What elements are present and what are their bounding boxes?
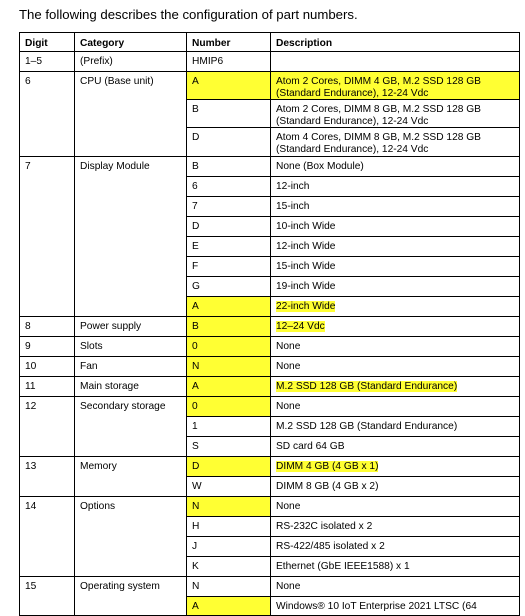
table-row [20,156,520,176]
number-cell: W [187,476,271,496]
description-cell: None [271,576,520,596]
number-cell: G [187,276,271,296]
description-cell: None [271,396,520,416]
description-cell: 12-inch Wide [271,236,520,256]
number-cell: B [187,156,271,176]
highlighted-text: 12–24 Vdc [276,320,325,332]
description-cell [271,376,520,396]
description-cell: DIMM 8 GB (4 GB x 2) [271,476,520,496]
description-cell: 12-inch [271,176,520,196]
digit-cell: 6 [20,72,75,157]
description-cell: 10-inch Wide [271,216,520,236]
description-cell [271,596,520,615]
number-cell: J [187,536,271,556]
intro-text: The following describes the configuration of part numbers. [19,7,358,22]
number-cell: H [187,516,271,536]
description-cell: Atom 4 Cores, DIMM 8 GB, M.2 SSD 128 GB (Standard Endurance), 12-24 Vdc [271,128,520,156]
description-cell [271,296,520,316]
table-row [20,52,520,72]
number-cell: 1 [187,416,271,436]
number-cell: 6 [187,176,271,196]
table-row [20,576,520,596]
number-cell: B [187,100,271,128]
header-row [20,33,520,52]
table-row [20,376,520,396]
description-cell: RS-422/485 isolated x 2 [271,536,520,556]
description-cell: None [271,496,520,516]
description-cell: None [271,356,520,376]
digit-cell: 10 [20,356,75,376]
category-cell: Options [75,496,187,576]
part-number-table [19,32,520,616]
description-cell: Atom 2 Cores, DIMM 8 GB, M.2 SSD 128 GB (Standard Endurance), 12-24 Vdc [271,100,520,128]
number-cell: A [187,72,271,100]
number-cell: A [187,296,271,316]
digit-cell: 9 [20,336,75,356]
number-text: A [192,600,199,612]
description-cell: SD card 64 GB [271,436,520,456]
number-cell: 0 [187,336,271,356]
digit-cell: 14 [20,496,75,576]
number-cell: N [187,576,271,596]
highlighted-text: DIMM 4 GB (4 GB x 1) [276,460,379,472]
highlighted-text: M.2 SSD 128 GB (Standard Endurance) [276,380,458,392]
description-cell: None (Box Module) [271,156,520,176]
digit-cell: 13 [20,456,75,496]
description-cell: None [271,336,520,356]
category-cell: Display Module [75,156,187,316]
digit-cell: 8 [20,316,75,336]
description-cell: Atom 2 Cores, DIMM 4 GB, M.2 SSD 128 GB (Standard Endurance), 12-24 Vdc [271,72,520,100]
category-cell: Fan [75,356,187,376]
description-text: Windows® 10 IoT Enterprise 2021 LTSC (64 [276,600,477,612]
category-cell: Memory [75,456,187,496]
number-cell: HMIP6 [187,52,271,72]
number-cell: N [187,496,271,516]
category-cell: (Prefix) [75,52,187,72]
description-cell: M.2 SSD 128 GB (Standard Endurance) [271,416,520,436]
description-cell [271,456,520,476]
number-cell [187,596,271,615]
category-cell: Operating system [75,576,187,615]
description-cell [271,316,520,336]
table-row [20,456,520,476]
category-cell: Power supply [75,316,187,336]
number-cell: B [187,316,271,336]
header-category: Category [75,33,187,52]
table-row [20,336,520,356]
category-cell: Main storage [75,376,187,396]
number-cell: A [187,376,271,396]
highlighted-text: 22-inch Wide [276,300,336,312]
table-row [20,396,520,416]
number-cell: 7 [187,196,271,216]
category-cell: CPU (Base unit) [75,72,187,157]
number-cell: D [187,128,271,156]
description-cell: 19-inch Wide [271,276,520,296]
description-cell: RS-232C isolated x 2 [271,516,520,536]
number-cell: E [187,236,271,256]
description-cell: 15-inch Wide [271,256,520,276]
category-cell: Slots [75,336,187,356]
table-row [20,316,520,336]
digit-cell: 7 [20,156,75,316]
number-cell: D [187,456,271,476]
number-cell: S [187,436,271,456]
header-description: Description [271,33,520,52]
table-row [20,72,520,100]
number-cell: F [187,256,271,276]
number-cell: K [187,556,271,576]
header-digit: Digit [20,33,75,52]
header-number: Number [187,33,271,52]
digit-cell: 15 [20,576,75,615]
table-row [20,496,520,516]
digit-cell: 11 [20,376,75,396]
description-cell: Ethernet (GbE IEEE1588) x 1 [271,556,520,576]
number-cell: 0 [187,396,271,416]
number-cell: N [187,356,271,376]
digit-cell: 1–5 [20,52,75,72]
description-cell: 15-inch [271,196,520,216]
category-cell: Secondary storage [75,396,187,456]
digit-cell: 12 [20,396,75,456]
table-row [20,356,520,376]
description-cell [271,52,520,72]
number-cell: D [187,216,271,236]
